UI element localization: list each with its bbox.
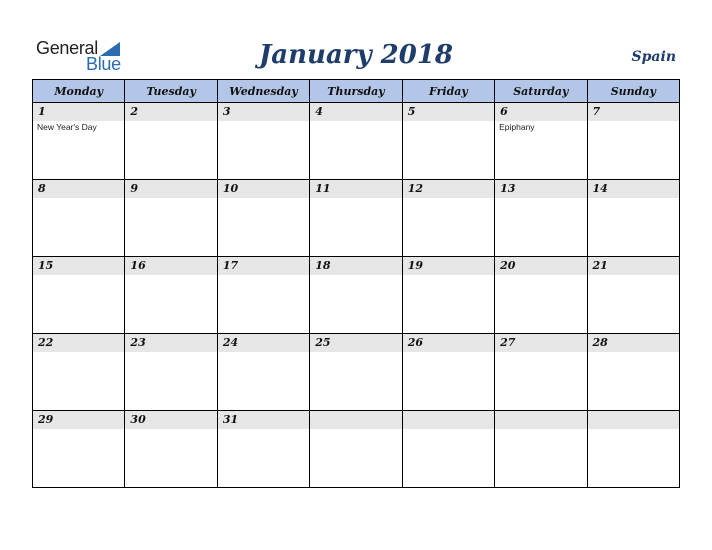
day-cell [587, 257, 679, 334]
day-cell [402, 411, 494, 488]
day-cell [587, 180, 679, 257]
day-cell-header [588, 257, 679, 275]
day-number: 7 [592, 105, 601, 118]
day-cell-header [33, 103, 124, 121]
holiday-label [495, 275, 586, 276]
holiday-label [403, 198, 494, 199]
weekday-monday: Monday [33, 80, 125, 103]
day-cell-header [495, 103, 586, 121]
day-cell [217, 180, 309, 257]
day-number: 1 [38, 105, 46, 118]
day-cell-header [33, 334, 124, 352]
holiday-label [310, 429, 401, 430]
day-cell-header [310, 103, 401, 121]
day-cell-header [495, 180, 586, 198]
holiday-label [495, 198, 586, 199]
day-number: 13 [500, 182, 516, 195]
holiday-label [33, 198, 124, 199]
day-number: 16 [130, 259, 146, 272]
day-cell [495, 257, 587, 334]
day-number: 12 [407, 182, 423, 195]
day-cell-header [310, 257, 401, 275]
holiday-label [588, 198, 679, 199]
day-number: 6 [500, 105, 508, 118]
day-cell [495, 411, 587, 488]
weekday-saturday: Saturday [495, 80, 587, 103]
day-cell-header [310, 334, 401, 352]
day-number: 30 [130, 413, 146, 426]
day-number: 27 [500, 336, 516, 349]
day-number: 29 [38, 413, 54, 426]
holiday-label [310, 198, 401, 199]
weekday-tuesday: Tuesday [125, 80, 217, 103]
day-cell [217, 257, 309, 334]
holiday-label: New Year's Day [37, 122, 97, 132]
day-cell-header [125, 257, 216, 275]
calendar-grid [32, 79, 680, 488]
day-cell-header [310, 180, 401, 198]
holiday-label [125, 352, 216, 353]
day-cell [125, 411, 217, 488]
week-row [33, 257, 680, 334]
day-cell [310, 257, 402, 334]
day-number: 8 [38, 182, 46, 195]
holiday-label [403, 429, 494, 430]
holiday-label [403, 121, 494, 122]
day-cell-header [588, 334, 679, 352]
day-cell [402, 257, 494, 334]
day-cell-header [33, 257, 124, 275]
holiday-label [125, 121, 216, 122]
day-cell-header [403, 334, 494, 352]
day-cell [495, 180, 587, 257]
holiday-label [403, 352, 494, 353]
day-cell [125, 180, 217, 257]
holiday-label [495, 352, 586, 353]
day-cell-header [125, 334, 216, 352]
day-number: 19 [407, 259, 423, 272]
day-cell-header [588, 180, 679, 198]
day-cell-header [218, 334, 309, 352]
holiday-label [125, 275, 216, 276]
holiday-label [218, 429, 309, 430]
day-number: 20 [500, 259, 516, 272]
day-cell-header [33, 411, 124, 429]
day-cell-header [588, 411, 679, 429]
day-cell [402, 180, 494, 257]
day-cell-header [218, 411, 309, 429]
day-number: 26 [407, 336, 423, 349]
day-cell [217, 334, 309, 411]
week-row [33, 180, 680, 257]
day-number: 2 [130, 105, 139, 118]
day-number: 4 [315, 105, 323, 118]
day-number: 11 [315, 182, 331, 195]
holiday-label [218, 275, 309, 276]
holiday-label [588, 429, 679, 430]
day-cell [125, 103, 217, 180]
day-cell-header [218, 103, 309, 121]
day-cell [587, 334, 679, 411]
holiday-label [33, 352, 124, 353]
day-number: 23 [130, 336, 146, 349]
day-cell [402, 103, 494, 180]
holiday-label [125, 198, 216, 199]
day-cell [310, 334, 402, 411]
day-cell [217, 411, 309, 488]
weekday-header-row [33, 80, 680, 103]
day-cell-header [495, 257, 586, 275]
day-cell-header [125, 180, 216, 198]
weekday-friday: Friday [402, 80, 494, 103]
holiday-label [218, 198, 309, 199]
day-number: 21 [592, 259, 608, 272]
day-cell [217, 103, 309, 180]
day-cell-header [403, 411, 494, 429]
calendar-title: January 2018 [258, 40, 454, 70]
day-cell [495, 103, 587, 180]
country-label: Spain [631, 49, 676, 65]
day-number: 24 [222, 336, 239, 349]
holiday-label [310, 352, 401, 353]
day-number: 18 [315, 259, 331, 272]
day-number: 3 [222, 105, 231, 118]
day-number: 22 [38, 336, 54, 349]
day-number: 10 [222, 182, 239, 195]
day-cell [310, 180, 402, 257]
day-cell-header [403, 180, 494, 198]
day-cell-header [588, 103, 679, 121]
week-row [33, 103, 680, 180]
logo-word-general: General [36, 38, 98, 58]
holiday-label [310, 121, 401, 122]
logo-word-blue: Blue [86, 54, 121, 74]
weekday-sunday: Sunday [587, 80, 679, 103]
day-number: 17 [222, 259, 239, 272]
day-cell [33, 180, 125, 257]
holiday-label [33, 429, 124, 430]
holiday-label [495, 429, 586, 430]
day-number: 9 [130, 182, 139, 195]
day-cell-header [403, 257, 494, 275]
day-cell [33, 334, 125, 411]
day-cell-header [218, 180, 309, 198]
day-cell-header [125, 103, 216, 121]
day-cell-header [403, 103, 494, 121]
day-cell [587, 103, 679, 180]
day-number: 28 [592, 336, 608, 349]
day-cell-header [495, 411, 586, 429]
week-row [33, 334, 680, 411]
day-cell [310, 103, 402, 180]
day-number: 15 [38, 259, 54, 272]
day-cell-header [218, 257, 309, 275]
day-cell [587, 411, 679, 488]
holiday-label: Epiphany [499, 122, 535, 132]
holiday-label [218, 121, 309, 122]
day-cell [33, 411, 125, 488]
day-cell [33, 257, 125, 334]
day-cell-header [495, 334, 586, 352]
holiday-label [403, 275, 494, 276]
day-cell [495, 334, 587, 411]
holiday-label [588, 352, 679, 353]
day-cell [310, 411, 402, 488]
holiday-label [588, 121, 679, 122]
week-row [33, 411, 680, 488]
day-cell-header [310, 411, 401, 429]
day-cell-header [125, 411, 216, 429]
day-cell [33, 103, 125, 180]
day-number: 31 [222, 413, 239, 426]
day-number: 5 [407, 105, 416, 118]
day-cell-header [33, 180, 124, 198]
weekday-thursday: Thursday [310, 80, 402, 103]
weekday-wednesday: Wednesday [217, 80, 309, 103]
holiday-label [33, 275, 124, 276]
holiday-label [125, 429, 216, 430]
holiday-label [310, 275, 401, 276]
holiday-label [218, 352, 309, 353]
day-number: 14 [592, 182, 608, 195]
day-cell [125, 334, 217, 411]
holiday-label [588, 275, 679, 276]
day-number: 25 [315, 336, 331, 349]
day-cell [125, 257, 217, 334]
day-cell [402, 334, 494, 411]
